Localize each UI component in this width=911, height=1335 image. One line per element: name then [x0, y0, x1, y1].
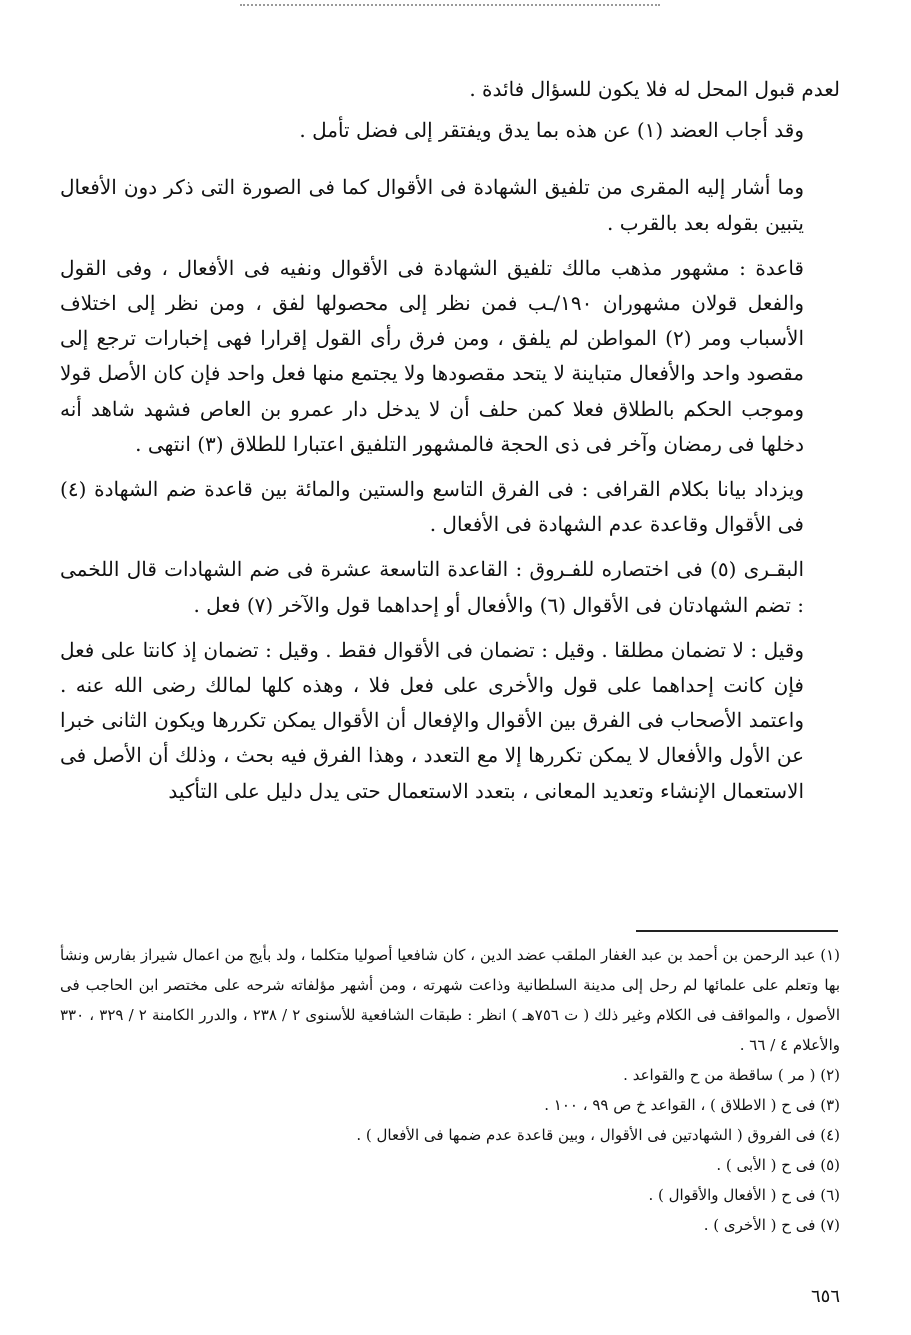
footnote-number: (٧)	[820, 1216, 840, 1234]
footnote-text: ( مر ) ساقطة من ح والقواعد .	[623, 1066, 816, 1084]
footnote-separator	[636, 930, 838, 932]
footnote-text: عبد الرحمن بن أحمد بن عبد الغفار الملقب عضد الدين ، كان شافعيا أصوليا متكلما ، ولد بأيج من اعمال شيراز بفارس ونشأ بها وتعلم على علمائها لم رحل إلى مدينة السلطانية وذاعت شهرته ، ومن أشهر مؤلفاته شرحه على مختصر ابن الحاجب فى الأصول ، والمواقف فى الكلام وغير ذلك ( ت ٧٥٦هـ ) انظر : طبقات الشافعية للأسنوى ٢ / ٢٣٨ ، والدرر الكامنة ٢ / ٣٢٩ ، ٣٣٠ والأعلام ٤ / ٦٦ .	[60, 946, 840, 1054]
footnote-number: (٣)	[820, 1096, 840, 1114]
paragraph: وقد أجاب العضد (١) عن هذه بما يدق ويفتقر إلى فضل تأمل .	[299, 118, 804, 143]
footnote-text: فى الفروق ( الشهادتين فى الأقوال ، وبين قاعدة عدم ضمها فى الأفعال ) .	[356, 1126, 816, 1144]
paragraph: البقـرى (٥) فى اختصاره للفـروق : القاعدة التاسعة عشرة فى ضم الشهادات قال اللخمى : تضم الشهادتان فى الأقوال (٦) والأفعال أو إحداهما قول والآخر (٧) فعل .	[60, 557, 805, 617]
footnote-number: (٢)	[820, 1066, 840, 1084]
main-text	[60, 72, 840, 809]
paragraph: ويزداد بيانا بكلام القرافى : فى الفرق التاسع والستين والمائة بين قاعدة ضم الشهادة (٤) فى الأقوال وقاعدة عدم الشهادة فى الأفعال .	[60, 477, 804, 537]
footnote-number: (١)	[820, 946, 840, 964]
footnote	[60, 1090, 840, 1120]
footnote	[60, 940, 840, 1060]
footnote	[60, 1180, 840, 1210]
footnote	[60, 1150, 840, 1180]
paragraph: لعدم قبول المحل له فلا يكون للسؤال فائدة .	[469, 77, 840, 101]
footnote	[60, 1210, 840, 1240]
footnote-number: (٤)	[820, 1126, 840, 1144]
paragraph: وقيل : لا تضمان مطلقا . وقيل : تضمان فى الأقوال فقط . وقيل : تضمان إذ كانتا على فعل فإن كانت إحداهما على قول والأخرى على فعل فلا ، وهذه كلها لمالك رضى الله عنه . واعتمد الأصحاب فى الفرق بين الأقوال والإفعال أن الأقوال يمكن تكررها ويكون الثانى خبرا عن الأول والأفعال لا يمكن تكررها إلا مع التعدد ، وهذا الفرق فيه بحث ، وذلك أن الأصل فى الاستعمال الإنشاء وتعديد المعانى ، بتعدد الاستعمال حتى يدل دليل على التأكيد	[60, 637, 804, 803]
footnote-text: فى ح ( الأفعال والأقوال ) .	[648, 1186, 816, 1204]
page-number: ٦٥٦	[810, 1286, 840, 1307]
footnote	[60, 1120, 840, 1150]
footnote-number: (٥)	[820, 1156, 840, 1174]
footnote	[60, 1060, 840, 1090]
footnote-text: فى ح ( الأخرى ) .	[703, 1216, 816, 1234]
top-dotted-line	[240, 4, 660, 6]
paragraph: قاعدة : مشهور مذهب مالك تلفيق الشهادة فى الأقوال ونفيه فى الأفعال ، وفى القول والفعل قولان مشهوران ١٩٠/ـب فمن نظر إلى محصولها لفق ، ومن نظر إلى اختلاف الأسباب ومر (٢) المواطن لم يلفق ، ومن فرق رأى القول إقرارا فهى إخبارات ترجع إلى مقصود واحد والأفعال متباينة لا يتحد مقصودها ولا يجتمع منها فعل واحد فإن كان الأصل قولا وموجب الحكم بالطلاق فعلا كمن حلف أن لا يدخل دار عمرو بن العاص فشهد شاهد أنه دخلها فى رمضان وآخر فى ذى الحجة فالمشهور التلفيق اعتبارا للطلاق (٣) انتهى .	[60, 255, 805, 456]
footnote-number: (٦)	[820, 1186, 840, 1204]
footnotes	[60, 940, 840, 1240]
paragraph: وما أشار إليه المقرى من تلفيق الشهادة فى الأقوال كما فى الصورة التى ذكر دون الأفعال يتبين بقوله بعد بالقرب .	[60, 175, 804, 235]
footnote-text: فى ح ( الأبى ) .	[716, 1156, 816, 1174]
footnote-text: فى ح ( الاطلاق ) ، القواعد خ ص ٩٩ ، ١٠٠ .	[544, 1096, 816, 1114]
